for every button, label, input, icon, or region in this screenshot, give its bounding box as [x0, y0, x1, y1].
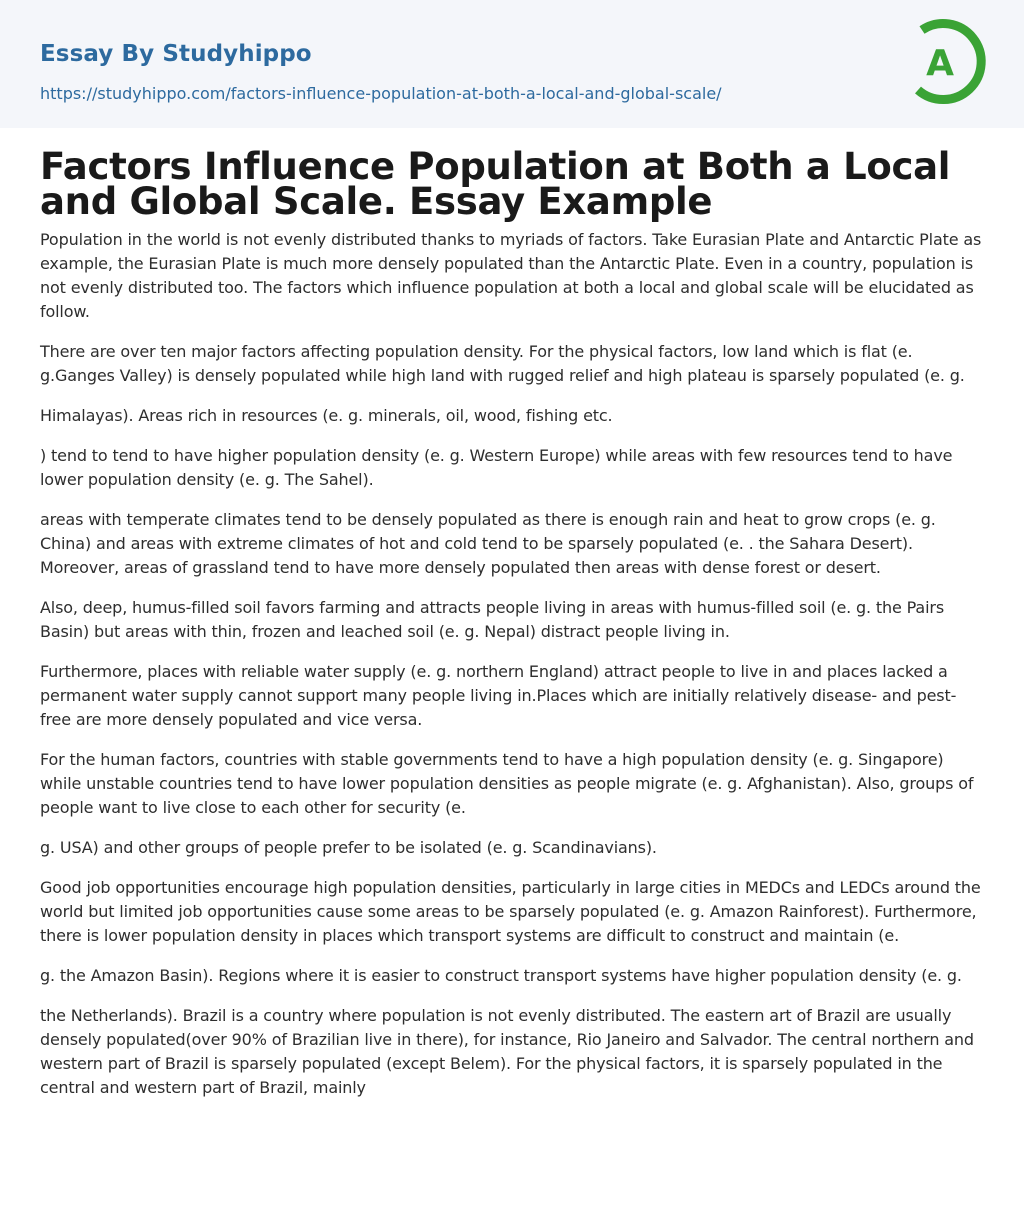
paragraph: Population in the world is not evenly distributed thanks to myriads of factors. Take Eurasian Plate and Antarctic Plate as example, the Eurasian Plate is much more densely populated than the Antarctic Plate. Even in a country, population is not evenly distributed too. The factors which influence population at both a local and global scale will be elucidated as follow. — [40, 230, 982, 321]
article-body — [40, 228, 988, 1116]
paragraph: For the human factors, countries with stable governments tend to have a high population density (e. g. Singapore) while unstable countries tend to have lower population densities as people migrate (e. g. Afghanistan). Also, groups of people want to live close to each other for security (e. — [40, 750, 974, 817]
article-url-link[interactable]: https://studyhippo.com/factors-influence-population-at-both-a-local-and-global-scale/ — [40, 84, 722, 103]
paragraph: There are over ten major factors affecting population density. For the physical factors, low land which is flat (e. g.Ganges Valley) is densely populated while high land with rugged relief and high plateau is sparsely populated (e. g. — [40, 342, 965, 385]
paragraph: the Netherlands). Brazil is a country where population is not evenly distributed. The eastern art of Brazil are usually densely populated(over 90% of Brazilian live in there), for instance, Rio Janeiro and Salvador. The central northern and western part of Brazil is sparsely populated (except Belem). For the physical factors, it is sparsely populated in the central and western part of Brazil, mainly — [40, 1006, 974, 1097]
paragraph: g. the Amazon Basin). Regions where it is easier to construct transport systems have higher population density (e. g. — [40, 966, 962, 985]
page-title: Factors Influence Population at Both a Local and Global Scale. Essay Example — [40, 145, 951, 223]
paragraph: Also, deep, humus-filled soil favors farming and attracts people living in areas with humus-filled soil (e. g. the Pairs Basin) but areas with thin, frozen and leached soil (e. g. Nepal) distract people living in. — [40, 598, 945, 641]
paragraph: Furthermore, places with reliable water supply (e. g. northern England) attract people to live in and places lacked a permanent water supply cannot support many people living in.Places which are initially relatively disease- and pest- free are more densely populated and vice versa. — [40, 662, 957, 729]
site-header — [0, 0, 1024, 128]
logo-letter: A — [926, 43, 954, 84]
paragraph: areas with temperate climates tend to be densely populated as there is enough rain and heat to grow crops (e. g. China) and areas with extreme climates of hot and cold tend to be sparsely populated (e. . the Sahara Desert). Moreover, areas of grassland tend to have more densely populated then areas with dense forest or desert. — [40, 510, 936, 577]
paragraph: g. USA) and other groups of people prefer to be isolated (e. g. Scandinavians). — [40, 838, 657, 857]
paragraph: Himalayas). Areas rich in resources (e. g. minerals, oil, wood, fishing etc. — [40, 406, 613, 425]
site-brand[interactable]: Essay By Studyhippo — [40, 41, 312, 67]
paragraph: Good job opportunities encourage high population densities, particularly in large cities in MEDCs and LEDCs around the world but limited job opportunities cause some areas to be sparsely populated (e. g. Amazon Rainforest). Furthermore, there is lower population density in places which transport systems are difficult to construct and maintain (e. — [40, 878, 981, 945]
studyhippo-logo-icon[interactable] — [904, 16, 990, 108]
paragraph: ) tend to tend to have higher population density (e. g. Western Europe) while areas with few resources tend to have lower population density (e. g. The Sahel). — [40, 446, 953, 489]
